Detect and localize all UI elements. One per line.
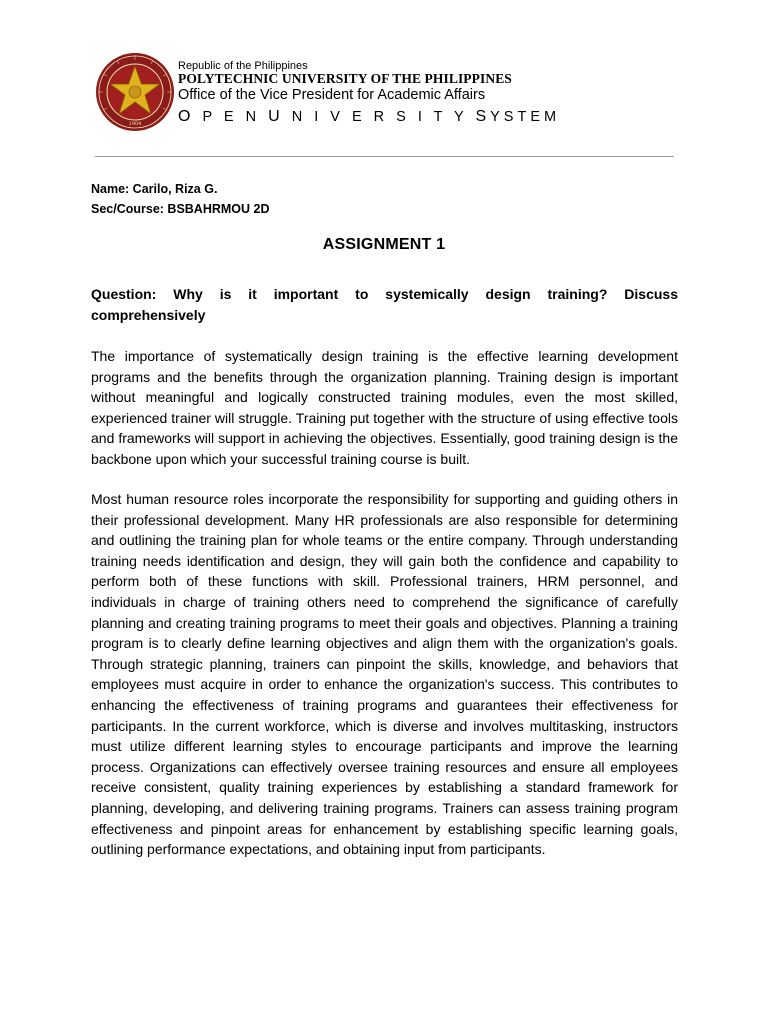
letterhead	[178, 60, 560, 127]
student-name: Name: Carilo, Riza G.	[91, 182, 218, 196]
question-text: Question: Why is it important to systemically design training? Discuss comprehensively	[91, 286, 678, 323]
paragraph-1: The importance of systematically design training is the effective learning development programs and the benefits through the organization planning. Training design is important without meaningful and logically constructed training modules, even the most skilled, experienced trainer will struggle. Training put together with the structure of using effective tools and frameworks will support in achieving the objectives. Essentially, good training design is the backbone upon which your successful training course is built.	[91, 348, 678, 467]
republic-label: Republic of the Philippines	[178, 60, 308, 72]
paragraph-2: Most human resource roles incorporate the responsibility for supporting and guiding others in their professional development. Many HR professionals are also responsible for determining and outlining the training plan for whole teams or the entire company. Through understanding training needs identification and design, they will gain both the confidence and capability to perform both of these functions with skill. Professional trainers, HRM personnel, and individuals in charge of training others need to comprehend the significance of carefully planning and creating training programs to meet their goals and objectives. Planning a training program is to clearly define learning objectives and align them with the organization's goals. Through strategic planning, trainers can pinpoint the skills, knowledge, and behaviors that employees must acquire in order to enhance the organization's success. This contributes to enhancing the effectiveness of training programs and guarantees their effectiveness for participants. In the current workforce, which is diverse and involves multitasking, instructors must utilize different learning styles to encourage participants and improve the learning process. Organizations can effectively oversee training resources and ensure all employees receive consistent, quality training experiences by establishing a standard framework for planning, developing, and delivering training programs. Trainers can assess training program effectiveness and pinpoint areas for enhancement by establishing specific learning goals, outlining performance expectations, and obtaining input from participants.	[91, 491, 678, 858]
assignment-title: ASSIGNMENT 1	[322, 236, 446, 253]
seal-year: 1904	[128, 121, 142, 127]
university-name: POLYTECHNIC UNIVERSITY OF THE PHILIPPINES	[178, 71, 512, 86]
student-info	[91, 179, 270, 219]
student-course: Sec/Course: BSBAHRMOU 2D	[91, 202, 270, 216]
pup-seal-logo	[95, 52, 175, 132]
header-divider	[95, 156, 674, 157]
open-university-system: O P E N U N I V E R S I T Y SYSTEM	[178, 108, 561, 125]
office-name: Office of the Vice President for Academic Affairs	[178, 87, 486, 103]
